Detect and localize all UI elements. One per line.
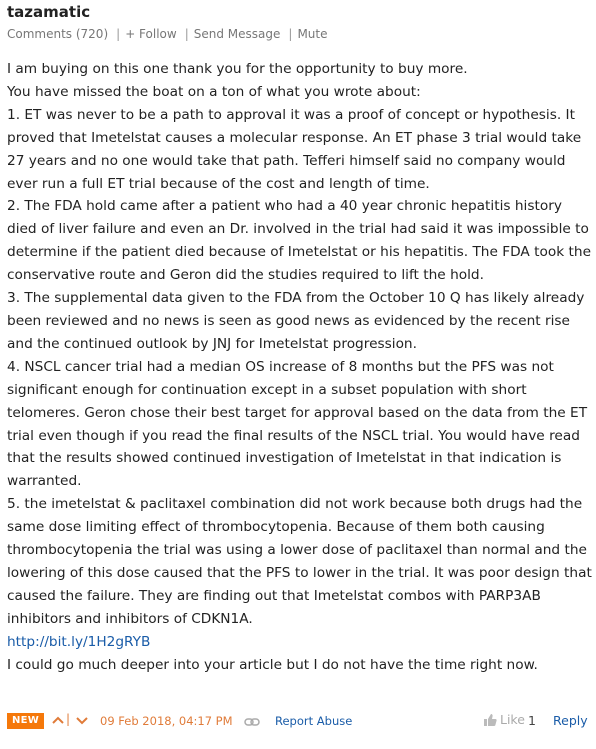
chevron-up-icon: [50, 711, 66, 729]
link-icon: [244, 717, 260, 727]
permalink-button[interactable]: [244, 716, 260, 726]
comment-paragraph: I could go much deeper into your article but I do not have the time right now.: [7, 656, 538, 673]
meta-separator: |: [116, 27, 121, 41]
comment-paragraph: I am buying on this one thank you for the opportunity to buy more.: [7, 61, 468, 77]
comment-paragraph: You have missed the boat on a ton of what you wrote about:: [7, 83, 421, 100]
send-message-button[interactable]: Send Message: [193, 27, 281, 41]
vote-separator: |: [66, 712, 71, 726]
comment-paragraph: 5. the imetelstat & paclitaxel combination did not work because both drugs had the same dose limiting effect of thrombocytopenia. Because of them both causing thrombocytopenia the trial was using a lower dose of paclitaxel than normal and the lowering of this dose caused that the PFS to lower in the trial. It was poor design that caused the failure. They are finding out that Imetelstat combos with PARP3AB inhibitors and inhibitors of CDKN1A.: [7, 496, 592, 627]
new-badge: NEW: [7, 713, 44, 729]
author-meta: [7, 27, 327, 41]
like-button[interactable]: [483, 712, 525, 727]
meta-separator: |: [288, 27, 293, 41]
comment-link-paragraph: [7, 631, 592, 654]
reply-button[interactable]: Reply: [553, 713, 588, 728]
meta-separator: |: [184, 27, 189, 41]
comment-timestamp[interactable]: 09 Feb 2018, 04:17 PM: [100, 714, 233, 728]
follow-button[interactable]: + Follow: [125, 27, 177, 41]
comment-link[interactable]: http://bit.ly/1H2gRYB: [7, 633, 151, 650]
like-count: 1: [528, 713, 536, 728]
author-comments-link[interactable]: Comments (720): [7, 27, 109, 41]
upvote-button[interactable]: [50, 711, 66, 729]
comment-paragraph: 3. The supplemental data given to the FDA from the October 10 Q has likely already been reviewed and no news is seen as good news as evidenced by the recent rise and the continued outlook by JNJ for Imetelstat progression.: [7, 290, 585, 352]
downvote-button[interactable]: [74, 711, 90, 729]
comment-body: [7, 58, 592, 676]
mute-button[interactable]: Mute: [297, 27, 328, 41]
thumbs-up-icon: [483, 713, 497, 727]
comment-footer: [0, 708, 596, 734]
like-label: Like: [500, 712, 525, 727]
comment-paragraph: 1. ET was never to be a path to approval it was a proof of concept or hypothesis. It proved that Imetelstat causes a molecular response. An ET phase 3 trial would take 27 years and no one would take that path. Tefferi himself said no company would ever run a full ET trial because of the cost and length of time.: [7, 106, 582, 192]
comment-author[interactable]: tazamatic: [7, 3, 91, 21]
chevron-down-icon: [74, 711, 90, 729]
comment-paragraph: 2. The FDA hold came after a patient who had a 40 year chronic hepatitis history died of liver failure and even an Dr. involved in the trial had said it was impossible to determine if the patient died because of Imetelstat or his hepatitis. The FDA took the conservative route and Geron did the studies required to lift the hold.: [7, 198, 591, 284]
comment-paragraph: 4. NSCL cancer trial had a median OS increase of 8 months but the PFS was not significant enough for continuation except in a subset population with short telomeres. Geron chose their best target for approval based on the data from the ET trial even though if you read the final results of the NSCL trial. You would have read that the results showed continued investigation of Imetelstat in that indication is warranted.: [7, 358, 588, 490]
report-abuse-link[interactable]: Report Abuse: [275, 714, 353, 728]
